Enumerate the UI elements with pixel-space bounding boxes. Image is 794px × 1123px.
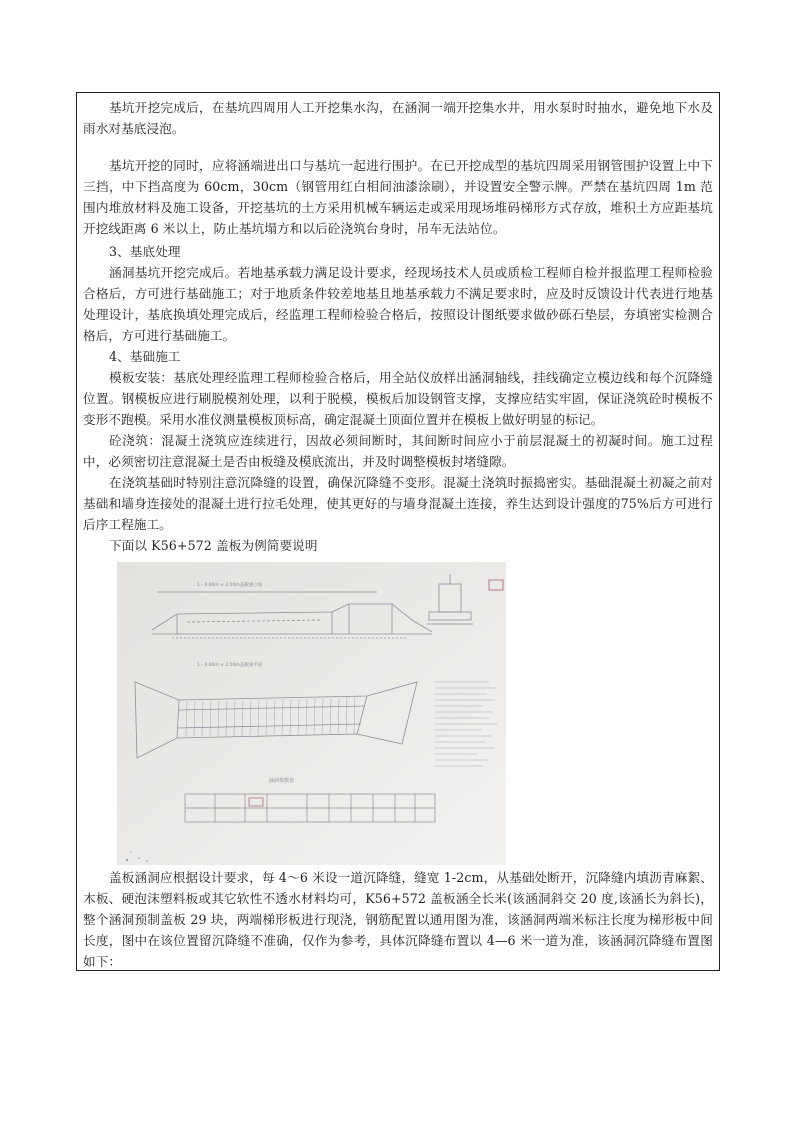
paragraph-concrete-pour: 砼浇筑：混凝土浇筑应连续进行，因故必须间断时，其间断时间应小于前层混凝土的初凝时间。施工过程中，必须密切注意混凝土是否由板缝及模底流出，并及时调整模板封堵缝隙。 bbox=[83, 433, 713, 469]
paragraph-settlement-joint: 在浇筑基础时特别注意沉降缝的设置，确保沉降缝不变形。混凝土浇筑时振捣密实。基础混凝土初凝之前对基础和墙身连接处的混凝土进行拉毛处理，使其更好的与墙身混凝土连接，养生达到设计强度的75%后方可进行后序工程施工。 bbox=[83, 475, 713, 532]
paragraph-base-treatment: 涵洞基坑开挖完成后。若地基承载力满足设计要求，经现场技术人员或质检工程师自检并报监理工程师检验合格后，方可进行基础施工；对于地质条件较差地基且地基承载力不满足要求时，应及时反馈设计代表进行地基处理设计，基底换填处理完成后，经监理工程师检验合格后，按照设计图纸要求做砂砾石垫层，夯填密实检测合格后，方可进行基础施工。 bbox=[83, 265, 713, 343]
content-frame bbox=[76, 92, 720, 971]
heading-base-treatment: 3、基底处理 bbox=[109, 244, 181, 259]
paragraph-drainage: 基坑开挖完成后，在基坑四周用人工开挖集水沟，在涵洞一端开挖集水井，用水泵时时抽水，避免地下水及雨水对基底浸泡。 bbox=[83, 100, 713, 136]
paragraph-k56-example: 盖板涵洞应根据设计要求，每 4～6 米设一道沉降缝，缝宽 1-2cm，从基础处断开，沉降缝内填沥青麻絮、木板、硬泡沫塑料板或其它软性不透水材料均可，K56+572 盖板涵全长米(该涵洞斜交 20 度,该涵长为斜长)，整个涵洞预制盖板 29 块，两端梯形板进行现浇，钢筋配置以通用图为准，该涵洞两端米标注长度为梯形板中间长度，图中在该位置留沉降缝不准确，仅作为参考，具体沉降缝布置以 4—6 米一道为准，该涵洞沉降缝布置图如下： bbox=[83, 870, 713, 969]
plan-title: 1 - 4.00m × 2.50m盖板涵平面 bbox=[197, 663, 263, 668]
paragraph-pit-protection: 基坑开挖的同时，应将涵端进出口与基坑一起进行围护。在已开挖成型的基坑四周采用钢管围护设置上中下三挡，中下挡高度为 60cm，30cm（钢管用红白相间油漆涂刷），并设置安全警示牌。严禁在基坑四周 1m 范围内堆放材料及施工设备，开挖基坑的土方采用机械车辆运走或采用现场堆码梯形方式存放，堆积土方应距基坑开挖线距离 6 米以上，防止基坑塌方和以后砼浇筑台身时，吊车无法站位。 bbox=[83, 158, 713, 236]
culvert-drawing-photo bbox=[117, 562, 506, 865]
heading-foundation: 4、基础施工 bbox=[109, 349, 181, 364]
elevation-title: 1 - 4.00m × 2.50m盖板涵立面 bbox=[197, 583, 263, 588]
culvert-drawing-figure bbox=[117, 562, 506, 865]
paragraph-formwork: 模板安装：基底处理经监理工程师检验合格后，用全站仪放样出涵洞轴线，挂线确定立模边线和每个沉降缝位置。钢模板应进行刷脱模剂处理，以利于脱模，模板后加设钢管支撑，支撑应结实牢固，保证浇筑砼时模板不变形不跑模。采用水准仪测量模板顶标高，确定混凝土顶面位置并在模板上做好明显的标记。 bbox=[83, 370, 713, 427]
paragraph-example-intro: 下面以 K56+572 盖板为例简要说明 bbox=[109, 538, 318, 553]
table-title: 涵洞参数表 bbox=[269, 778, 295, 784]
